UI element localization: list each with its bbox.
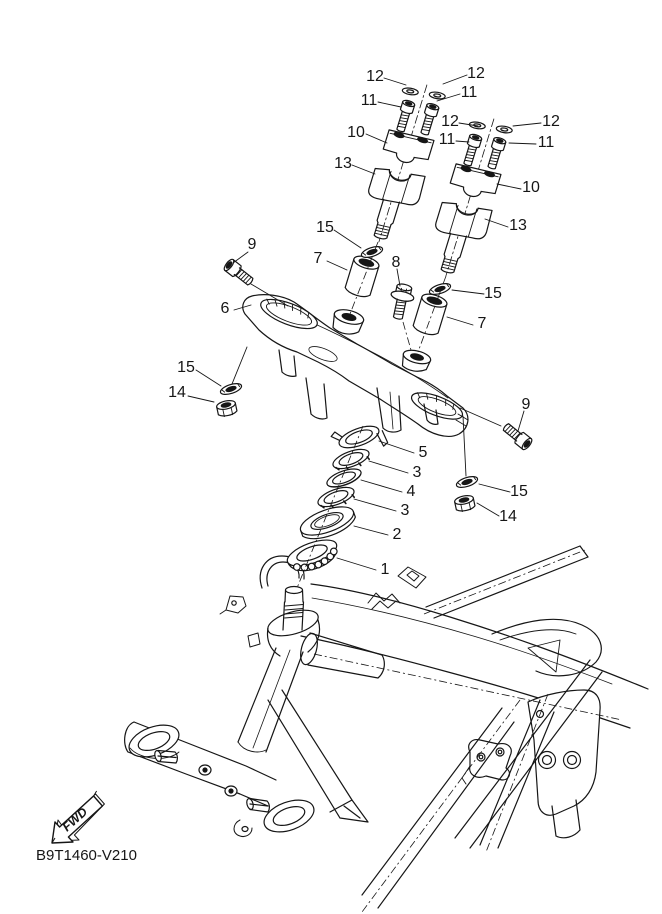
callout-12-2: 12 [467, 65, 485, 82]
callout-2: 2 [392, 526, 402, 543]
callout-13-1: 13 [334, 155, 352, 172]
frame-cross-tube-cap [298, 632, 321, 667]
bolt-11 [485, 136, 506, 170]
damper-7 [344, 254, 380, 299]
handlebar-clamp-group-b [422, 112, 519, 284]
callout-12-4: 12 [542, 113, 560, 130]
bearing-cover-2 [297, 501, 359, 545]
handle-holder-13 [434, 196, 493, 245]
frame-top-tube [426, 546, 588, 618]
steering-stem-art [125, 556, 321, 838]
callout-11-3: 11 [438, 131, 456, 148]
callout-14-1: 14 [168, 384, 186, 401]
leader-lines [188, 75, 541, 570]
callout-15-2: 15 [484, 285, 502, 302]
callout-9-1: 9 [247, 236, 257, 253]
callout-11-1: 11 [360, 92, 378, 109]
frame-art [220, 546, 648, 908]
callout-12-3: 12 [441, 113, 459, 130]
callout-8: 8 [391, 254, 401, 271]
callout-14-2: 14 [499, 508, 517, 525]
washer-15 [455, 474, 479, 489]
washer-15 [428, 281, 452, 296]
bearing-1 [284, 535, 342, 577]
bolt-11 [461, 133, 482, 167]
bolt-9 [223, 258, 256, 288]
frame-bracket [469, 740, 512, 780]
callout-13-2: 13 [509, 217, 527, 234]
callout-7-1: 7 [313, 250, 323, 267]
callout-6: 6 [220, 300, 230, 317]
fwd-arrow-label: FWD [59, 804, 91, 835]
damper-7 [412, 292, 448, 337]
nut-14 [216, 399, 238, 418]
frame-diagonal-tube-2 [362, 708, 514, 908]
wing-tab [234, 820, 252, 837]
bolt-11 [394, 99, 415, 133]
callout-10-1: 10 [347, 124, 365, 141]
steering-stem-top [286, 587, 303, 594]
callout-9-2: 9 [521, 396, 531, 413]
callout-15-1: 15 [316, 219, 334, 236]
callout-12-1: 12 [366, 68, 384, 85]
nut-14 [454, 494, 476, 513]
frame-pivot-plate [528, 690, 600, 815]
callout-10-2: 10 [522, 179, 540, 196]
callout-5: 5 [418, 444, 428, 461]
handle-holder-13 [367, 162, 426, 211]
callout-11-4: 11 [537, 134, 555, 151]
callout-11-2: 11 [460, 84, 478, 101]
frame-tab-bracket [398, 567, 426, 588]
callout-7-2: 7 [477, 315, 487, 332]
top-triple-clamp [243, 293, 468, 436]
callout-1: 1 [380, 561, 390, 578]
flange-bolt-8 [386, 282, 416, 321]
callout-3-2: 3 [400, 502, 410, 519]
callout-4: 4 [406, 483, 416, 500]
frame-downtube [268, 690, 368, 822]
bolt-11 [418, 102, 439, 136]
upper-clamp-10 [381, 127, 434, 169]
bolt-9 [501, 421, 534, 451]
callout-15-3: 15 [177, 359, 195, 376]
washer-15 [219, 381, 243, 396]
upper-clamp-10 [448, 161, 501, 203]
steering-stem-column [238, 648, 303, 752]
callout-3-1: 3 [412, 464, 422, 481]
part-code: B9T1460-V210 [36, 847, 137, 864]
callout-15-4: 15 [510, 483, 528, 500]
bearing-stack [284, 416, 388, 577]
